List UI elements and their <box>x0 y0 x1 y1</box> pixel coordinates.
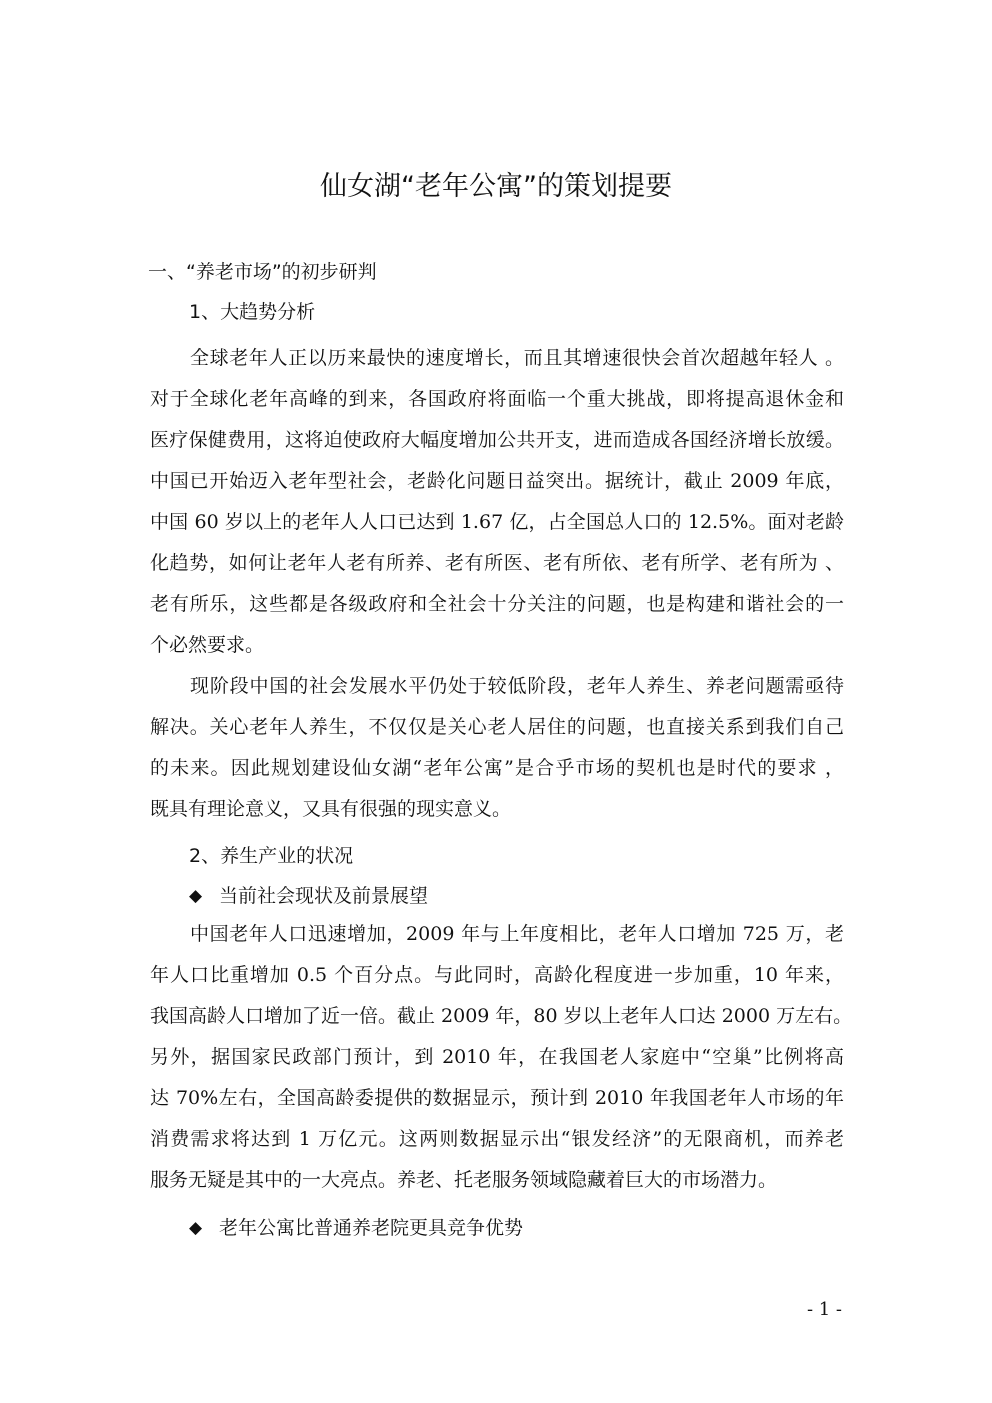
subsection-heading-trend: 1、大趋势分析 <box>189 301 316 323</box>
paragraph-line: 另外，据国家民政部门预计，到 2010 年，在我国老人家庭中“空巢”比例将高 <box>150 1046 844 1068</box>
paragraph-line: 既具有理论意义，又具有很强的现实意义。 <box>150 798 512 820</box>
paragraph-line: 化趋势，如何让老年人老有所养、老有所医、老有所依、老有所学、老有所为 、 <box>150 552 844 574</box>
section-heading: 一、“养老市场”的初步研判 <box>148 261 377 283</box>
paragraph-line: 现阶段中国的社会发展水平仍处于较低阶段，老年人养生、养老问题需亟待 <box>190 675 844 697</box>
paragraph-line: 解决。关心老年人养生，不仅仅是关心老人居住的问题，也直接关系到我们自己 <box>150 716 844 738</box>
bullet-text: 当前社会现状及前景展望 <box>219 885 429 907</box>
diamond-bullet-icon: ◆ <box>189 886 203 906</box>
paragraph-line: 服务无疑是其中的一大亮点。养老、托老服务领域隐藏着巨大的市场潜力。 <box>150 1169 778 1191</box>
paragraph-line: 中国已开始迈入老年型社会，老龄化问题日益突出。据统计，截止 2009 年底， <box>150 470 844 492</box>
paragraph-line: 消费需求将达到 1 万亿元。这两则数据显示出“银发经济”的无限商机，而养老 <box>150 1128 844 1150</box>
paragraph-line: 个必然要求。 <box>150 634 265 656</box>
document-title: 仙女湖“老年公寓”的策划提要 <box>320 171 672 202</box>
paragraph-line: 我国高龄人口增加了近一倍。截止 2009 年，80 岁以上老年人口达 2000 万左右。 <box>150 1005 853 1027</box>
paragraph-line: 老有所乐，这些都是各级政府和全社会十分关注的问题，也是构建和谐社会的一 <box>150 593 844 615</box>
paragraph-line: 全球老年人正以历来最快的速度增长，而且其增速很快会首次超越年轻人 。 <box>190 347 844 369</box>
paragraph-line: 中国老年人口迅速增加，2009 年与上年度相比，老年人口增加 725 万，老 <box>190 923 844 945</box>
bullet-text: 老年公寓比普通养老院更具竞争优势 <box>219 1217 524 1239</box>
paragraph-line: 年人口比重增加 0.5 个百分点。与此同时，高龄化程度进一步加重，10 年来， <box>150 964 844 986</box>
paragraph-line: 的未来。因此规划建设仙女湖“老年公寓”是合乎市场的契机也是时代的要求 ， <box>150 757 844 779</box>
paragraph-current-stage <box>150 666 844 830</box>
paragraph-trend-analysis <box>150 338 844 666</box>
subsection-heading-industry: 2、养生产业的状况 <box>189 845 354 867</box>
paragraph-line: 达 70%左右，全国高龄委提供的数据显示，预计到 2010 年我国老年人市场的年 <box>150 1087 844 1109</box>
paragraph-line: 中国 60 岁以上的老年人人口已达到 1.67 亿，占全国总人口的 12.5%。面对老龄 <box>150 511 844 533</box>
bullet-item-advantage <box>189 1214 523 1242</box>
diamond-bullet-icon: ◆ <box>189 1218 203 1238</box>
page-number: - 1 - <box>806 1299 842 1320</box>
bullet-item-outlook <box>189 882 428 910</box>
paragraph-line: 对于全球化老年高峰的到来，各国政府将面临一个重大挑战，即将提高退休金和 <box>150 388 844 410</box>
paragraph-line: 医疗保健费用，这将迫使政府大幅度增加公共开支，进而造成各国经济增长放缓。 <box>150 429 844 451</box>
paragraph-population-growth <box>150 914 853 1201</box>
